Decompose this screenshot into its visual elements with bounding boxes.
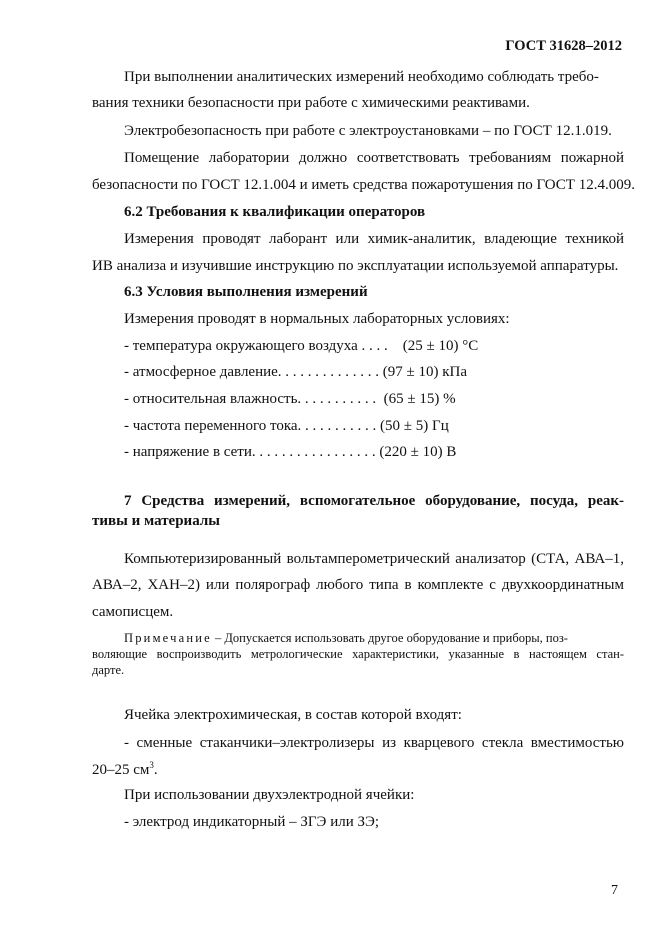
- cell-item-line-1: - сменные стаканчики–электролизеры из кварцевого стекла вместимостью: [124, 735, 624, 751]
- section-6-2-heading: 6.2 Требования к квалификации операторов: [124, 204, 426, 220]
- cell-volume-text: 20–25 см: [92, 762, 150, 778]
- conditions-intro: Измерения проводят в нормальных лабораторных условиях:: [124, 311, 510, 327]
- page-number: 7: [611, 883, 618, 898]
- cell-volume-period: .: [153, 762, 158, 778]
- cell-item-line-2: [92, 761, 624, 779]
- analyzer-line-1: Компьютеризированный вольтамперометрический анализатор (СТА, АВА–1,: [124, 551, 624, 567]
- condition-voltage: - напряжение в сети. . . . . . . . . . . . . . . . . (220 ± 10) В: [124, 444, 457, 460]
- note-line-1: [124, 630, 624, 646]
- safety-paragraph-line-1: При выполнении аналитических измерений необходимо соблюдать требо-: [124, 69, 599, 85]
- cubic-superscript: 3: [149, 760, 154, 770]
- section-7-heading-line-2: тивы и материалы: [92, 513, 220, 529]
- note-text: – Допускается использовать другое оборудование и приборы, поз-: [211, 631, 568, 645]
- condition-humidity: - относительная влажность. . . . . . . . . . . (65 ± 15) %: [124, 391, 456, 407]
- fire-safety-line-1: Помещение лаборатории должно соответствовать требованиям пожарной: [124, 150, 624, 166]
- cell-intro: Ячейка электрохимическая, в состав которой входят:: [124, 707, 462, 723]
- note-label: Примечание: [124, 631, 212, 645]
- condition-frequency: - частота переменного тока. . . . . . . . . . . (50 ± 5) Гц: [124, 418, 449, 434]
- standard-header: ГОСТ 31628–2012: [505, 38, 622, 54]
- condition-temperature: - температура окружающего воздуха . . . . (25 ± 10) °С: [124, 338, 479, 354]
- operators-line-2: ИВ анализа и изучившие инструкцию по эксплуатации используемой аппаратуры.: [92, 258, 619, 274]
- note-line-3: дарте.: [92, 663, 125, 677]
- section-7-heading-line-1: 7 Средства измерений, вспомогательное оборудование, посуда, реак-: [124, 493, 624, 509]
- section-6-3-heading: 6.3 Условия выполнения измерений: [124, 284, 368, 300]
- analyzer-line-2: АВА–2, ХАН–2) или полярограф любого типа в комплекте с двухкоординатным: [92, 577, 624, 593]
- condition-pressure: - атмосферное давление. . . . . . . . . . . . . . (97 ± 10) кПа: [124, 364, 468, 380]
- safety-paragraph-line-2: вания техники безопасности при работе с химическими реактивами.: [92, 95, 530, 111]
- fire-safety-line-2: безопасности по ГОСТ 12.1.004 и иметь средства пожаротушения по ГОСТ 12.4.009.: [92, 177, 635, 193]
- indicator-electrode-item: - электрод индикаторный – ЗГЭ или ЗЭ;: [124, 814, 380, 830]
- analyzer-line-3: самописцем.: [92, 604, 174, 620]
- electrical-safety-paragraph: Электробезопасность при работе с электроустановками – по ГОСТ 12.1.019.: [124, 123, 612, 139]
- note-line-2: воляющие воспроизводить метрологические характеристики, указанные в настоящем стан-: [92, 647, 624, 661]
- operators-line-1: Измерения проводят лаборант или химик-аналитик, владеющие техникой: [124, 231, 624, 247]
- two-electrode-intro: При использовании двухэлектродной ячейки:: [124, 787, 415, 803]
